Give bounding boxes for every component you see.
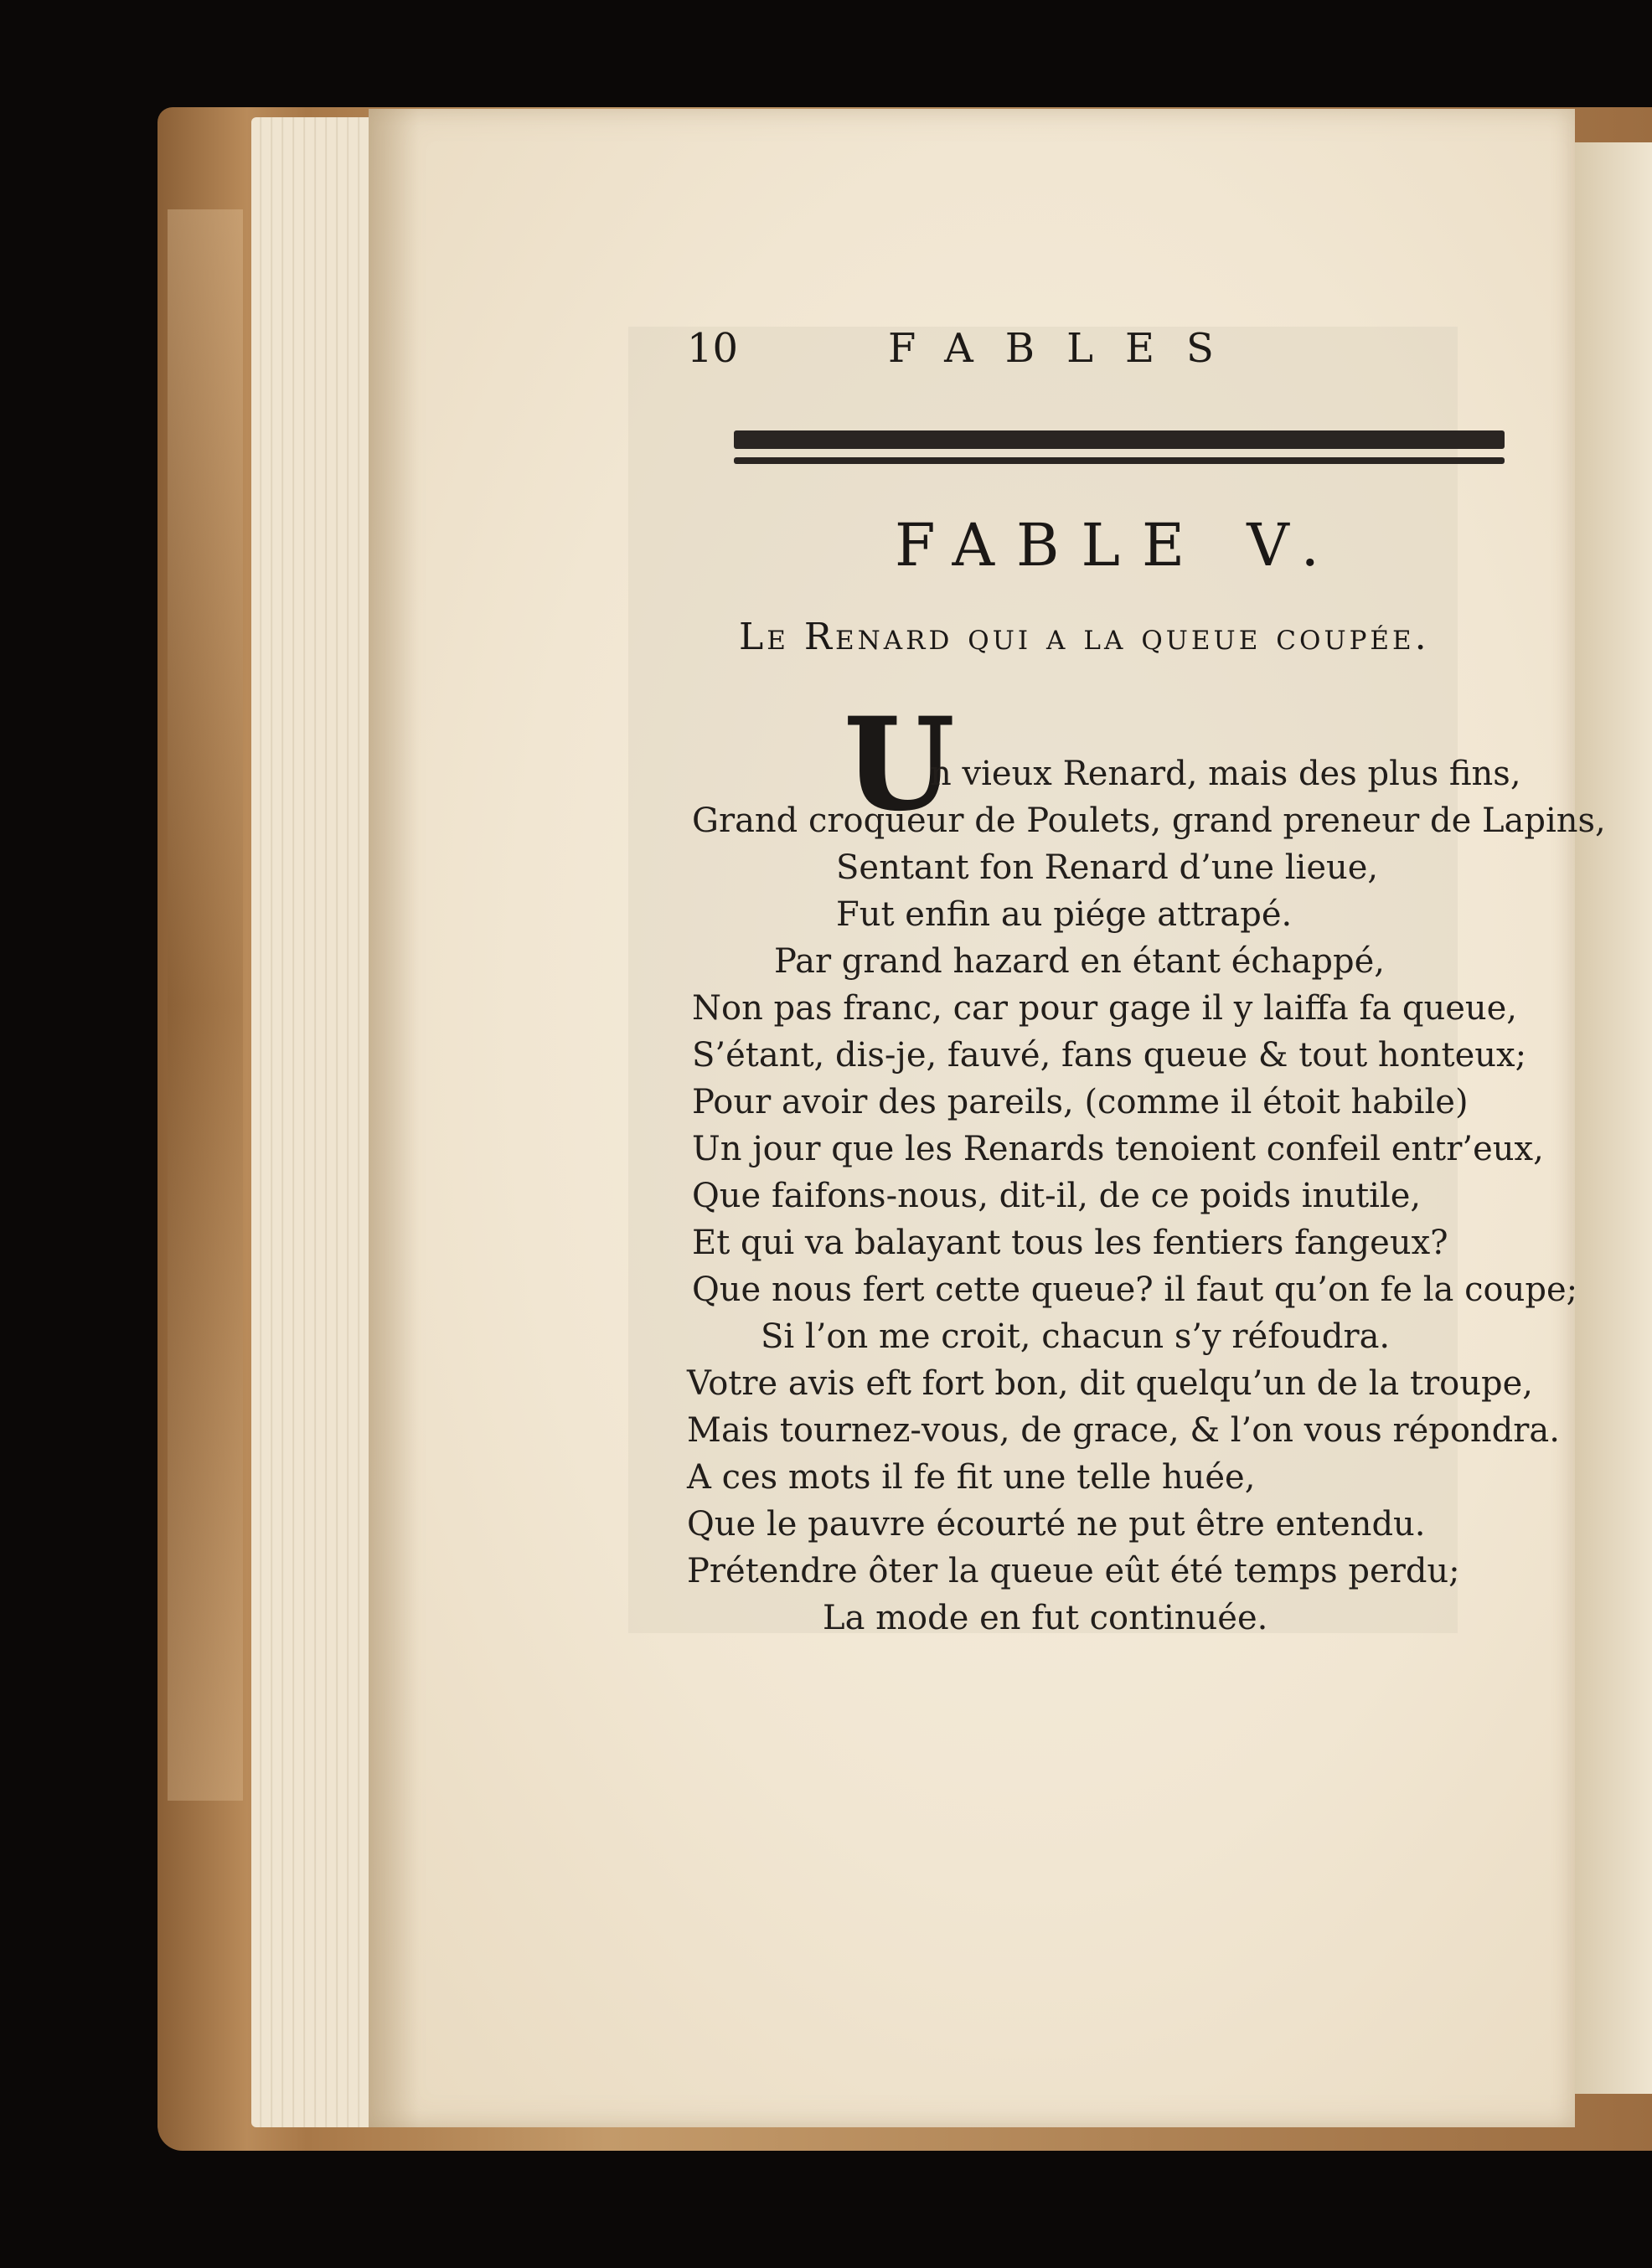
- poem-line: Si l’on me croit, chacun s’y réfoudra.: [761, 1317, 1391, 1356]
- poem-line: S’étant, dis-je, fauvé, fans queue & tout honteux;: [692, 1036, 1527, 1075]
- poem-line: Un jour que les Renards tenoient confeil entr’eux,: [692, 1130, 1544, 1168]
- double-rule-thick: [734, 430, 1505, 449]
- poem-line: Par grand hazard en étant échappé,: [774, 942, 1386, 981]
- poem-line: Grand croqueur de Poulets, grand preneur de Lapins,: [692, 802, 1606, 840]
- poem-line: Prétendre ôter la queue eût été temps perdu;: [687, 1552, 1460, 1590]
- gutter-shadow: [369, 109, 419, 2127]
- poem-line: Mais tournez-vous, de grace, & l’on vous répondra.: [687, 1411, 1560, 1450]
- poem-line: Que faifons-nous, dit-il, de ce poids inutile,: [692, 1177, 1422, 1215]
- poem-line: Votre avis eft fort bon, dit quelqu’un de la troupe,: [687, 1364, 1534, 1403]
- poem-line: Et qui va balayant tous les fentiers fangeux?: [692, 1224, 1448, 1262]
- poem-line: A ces mots il fe fit une telle huée,: [687, 1458, 1256, 1497]
- poem-line: n vieux Renard, mais des plus fins,: [930, 755, 1521, 793]
- poem-line: La mode en fut continuée.: [823, 1599, 1268, 1637]
- double-rule-thin: [734, 457, 1505, 464]
- poem-line: Fut enfin au piége attrapé.: [836, 895, 1293, 934]
- poem-line: Pour avoir des pareils, (comme il étoit habile): [692, 1083, 1469, 1121]
- running-title: FABLES: [888, 325, 1246, 372]
- poem-line: Sentant fon Renard d’une lieue,: [836, 848, 1379, 887]
- cover-wear: [168, 209, 243, 1801]
- fable-subtitle: Le Renard qui a la queue coupée.: [739, 616, 1430, 658]
- page-number: 10: [687, 325, 739, 372]
- fable-heading: FABLE V.: [895, 511, 1341, 580]
- poem-line: Que le pauvre écourté ne put être entendu.: [687, 1505, 1426, 1544]
- poem-line: Non pas franc, car pour gage il y laiffa fa queue,: [692, 989, 1518, 1028]
- drop-cap: U: [844, 691, 954, 838]
- page-header: [687, 325, 1525, 384]
- facing-page-edge: [1575, 142, 1652, 2094]
- poem-line: Que nous fert cette queue? il faut qu’on fe la coupe;: [692, 1271, 1578, 1309]
